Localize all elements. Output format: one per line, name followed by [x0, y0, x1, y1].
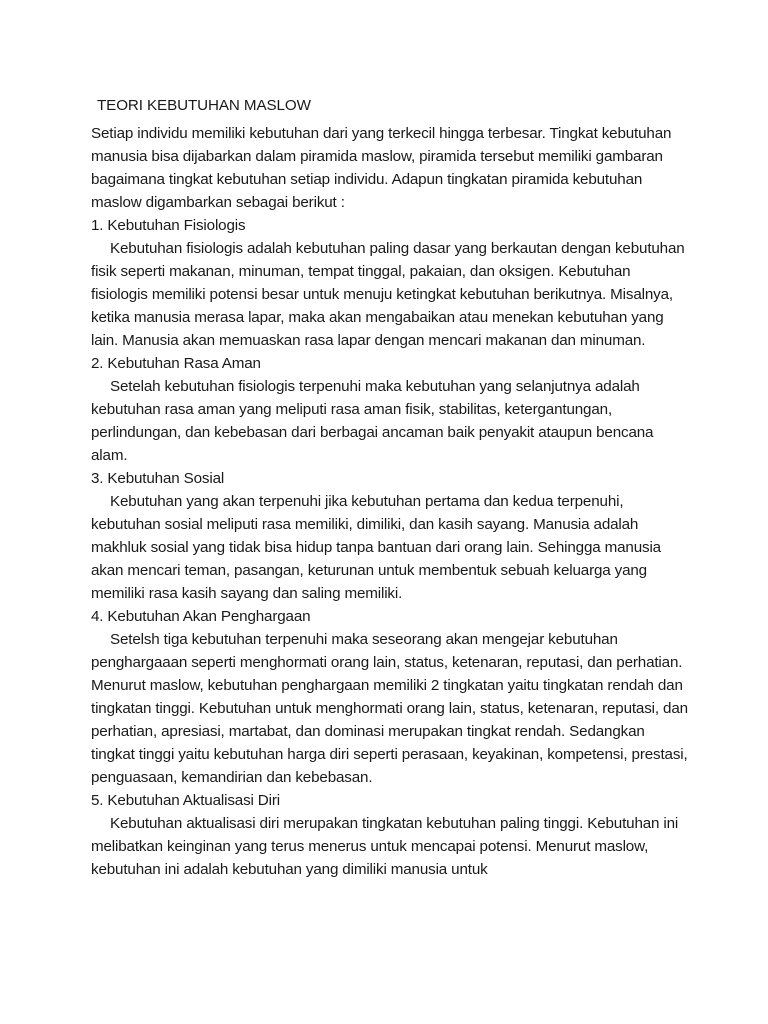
section-body-sosial: Kebutuhan yang akan terpenuhi jika kebutuhan pertama dan kedua terpenuhi, kebutuhan sosial meliputi rasa memiliki, dimiliki, dan kasih sayang. Manusia adalah makhluk sosial yang tidak bisa hidup tanpa bantuan dari orang lain. Sehingga manusia akan mencari teman, pasangan, keturunan untuk membentuk sebuah keluarga yang memiliki rasa kasih sayang dan saling memiliki. [91, 493, 661, 602]
section-heading-fisiologis: 1. Kebutuhan Fisiologis [91, 217, 246, 234]
section-heading-penghargaan: 4. Kebutuhan Akan Penghargaan [91, 608, 311, 625]
intro-paragraph: Setiap individu memiliki kebutuhan dari yang terkecil hingga terbesar. Tingkat kebutuhan manusia bisa dijabarkan dalam piramida maslow, piramida tersebut memiliki gambaran bagaimana tingkat kebutuhan setiap individu. Adapun tingkatan piramida kebutuhan maslow digambarkan sebagai berikut : [91, 125, 672, 211]
document-body [91, 94, 691, 881]
document-title: TEORI KEBUTUHAN MASLOW [97, 97, 311, 114]
section-body-fisiologis: Kebutuhan fisiologis adalah kebutuhan paling dasar yang berkautan dengan kebutuhan fisik seperti makanan, minuman, tempat tinggal, pakaian, dan oksigen. Kebutuhan fisiologis memiliki potensi besar untuk menuju ketingkat kebutuhan berikutnya. Misalnya, ketika manusia merasa lapar, maka akan mengabaikan atau menekan kebutuhan yang lain. Manusia akan memuaskan rasa lapar dengan mencari makanan dan minuman. [91, 240, 685, 349]
section-body-aktualisasi-diri: Kebutuhan aktualisasi diri merupakan tingkatan kebutuhan paling tinggi. Kebutuhan ini melibatkan keinginan yang terus menerus untuk mencapai potensi. Menurut maslow, kebutuhan ini adalah kebutuhan yang dimiliki manusia untuk [91, 815, 679, 878]
section-body-rasa-aman: Setelah kebutuhan fisiologis terpenuhi maka kebutuhan yang selanjutnya adalah kebutuhan rasa aman yang meliputi rasa aman fisik, stabilitas, ketergantungan, perlindungan, dan kebebasan dari berbagai ancaman baik penyakit ataupun bencana alam. [91, 378, 654, 464]
section-heading-aktualisasi-diri: 5. Kebutuhan Aktualisasi Diri [91, 792, 280, 809]
section-heading-sosial: 3. Kebutuhan Sosial [91, 470, 225, 487]
section-heading-rasa-aman: 2. Kebutuhan Rasa Aman [91, 355, 261, 372]
section-body-penghargaan: Setelsh tiga kebutuhan terpenuhi maka seseorang akan mengejar kebutuhan penghargaaan seperti menghormati orang lain, status, ketenaran, reputasi, dan perhatian. Menurut maslow, kebutuhan penghargaan memiliki 2 tingkatan yaitu tingkatan rendah dan tingkatan tinggi. Kebutuhan untuk menghormati orang lain, status, ketenaran, reputasi, dan perhatian, apresiasi, martabat, dan dominasi merupakan tingkat rendah. Sedangkan tingkat tinggi yaitu kebutuhan harga diri seperti perasaan, keyakinan, kompetensi, prestasi, penguasaan, kemandirian dan kebebasan. [91, 631, 688, 786]
